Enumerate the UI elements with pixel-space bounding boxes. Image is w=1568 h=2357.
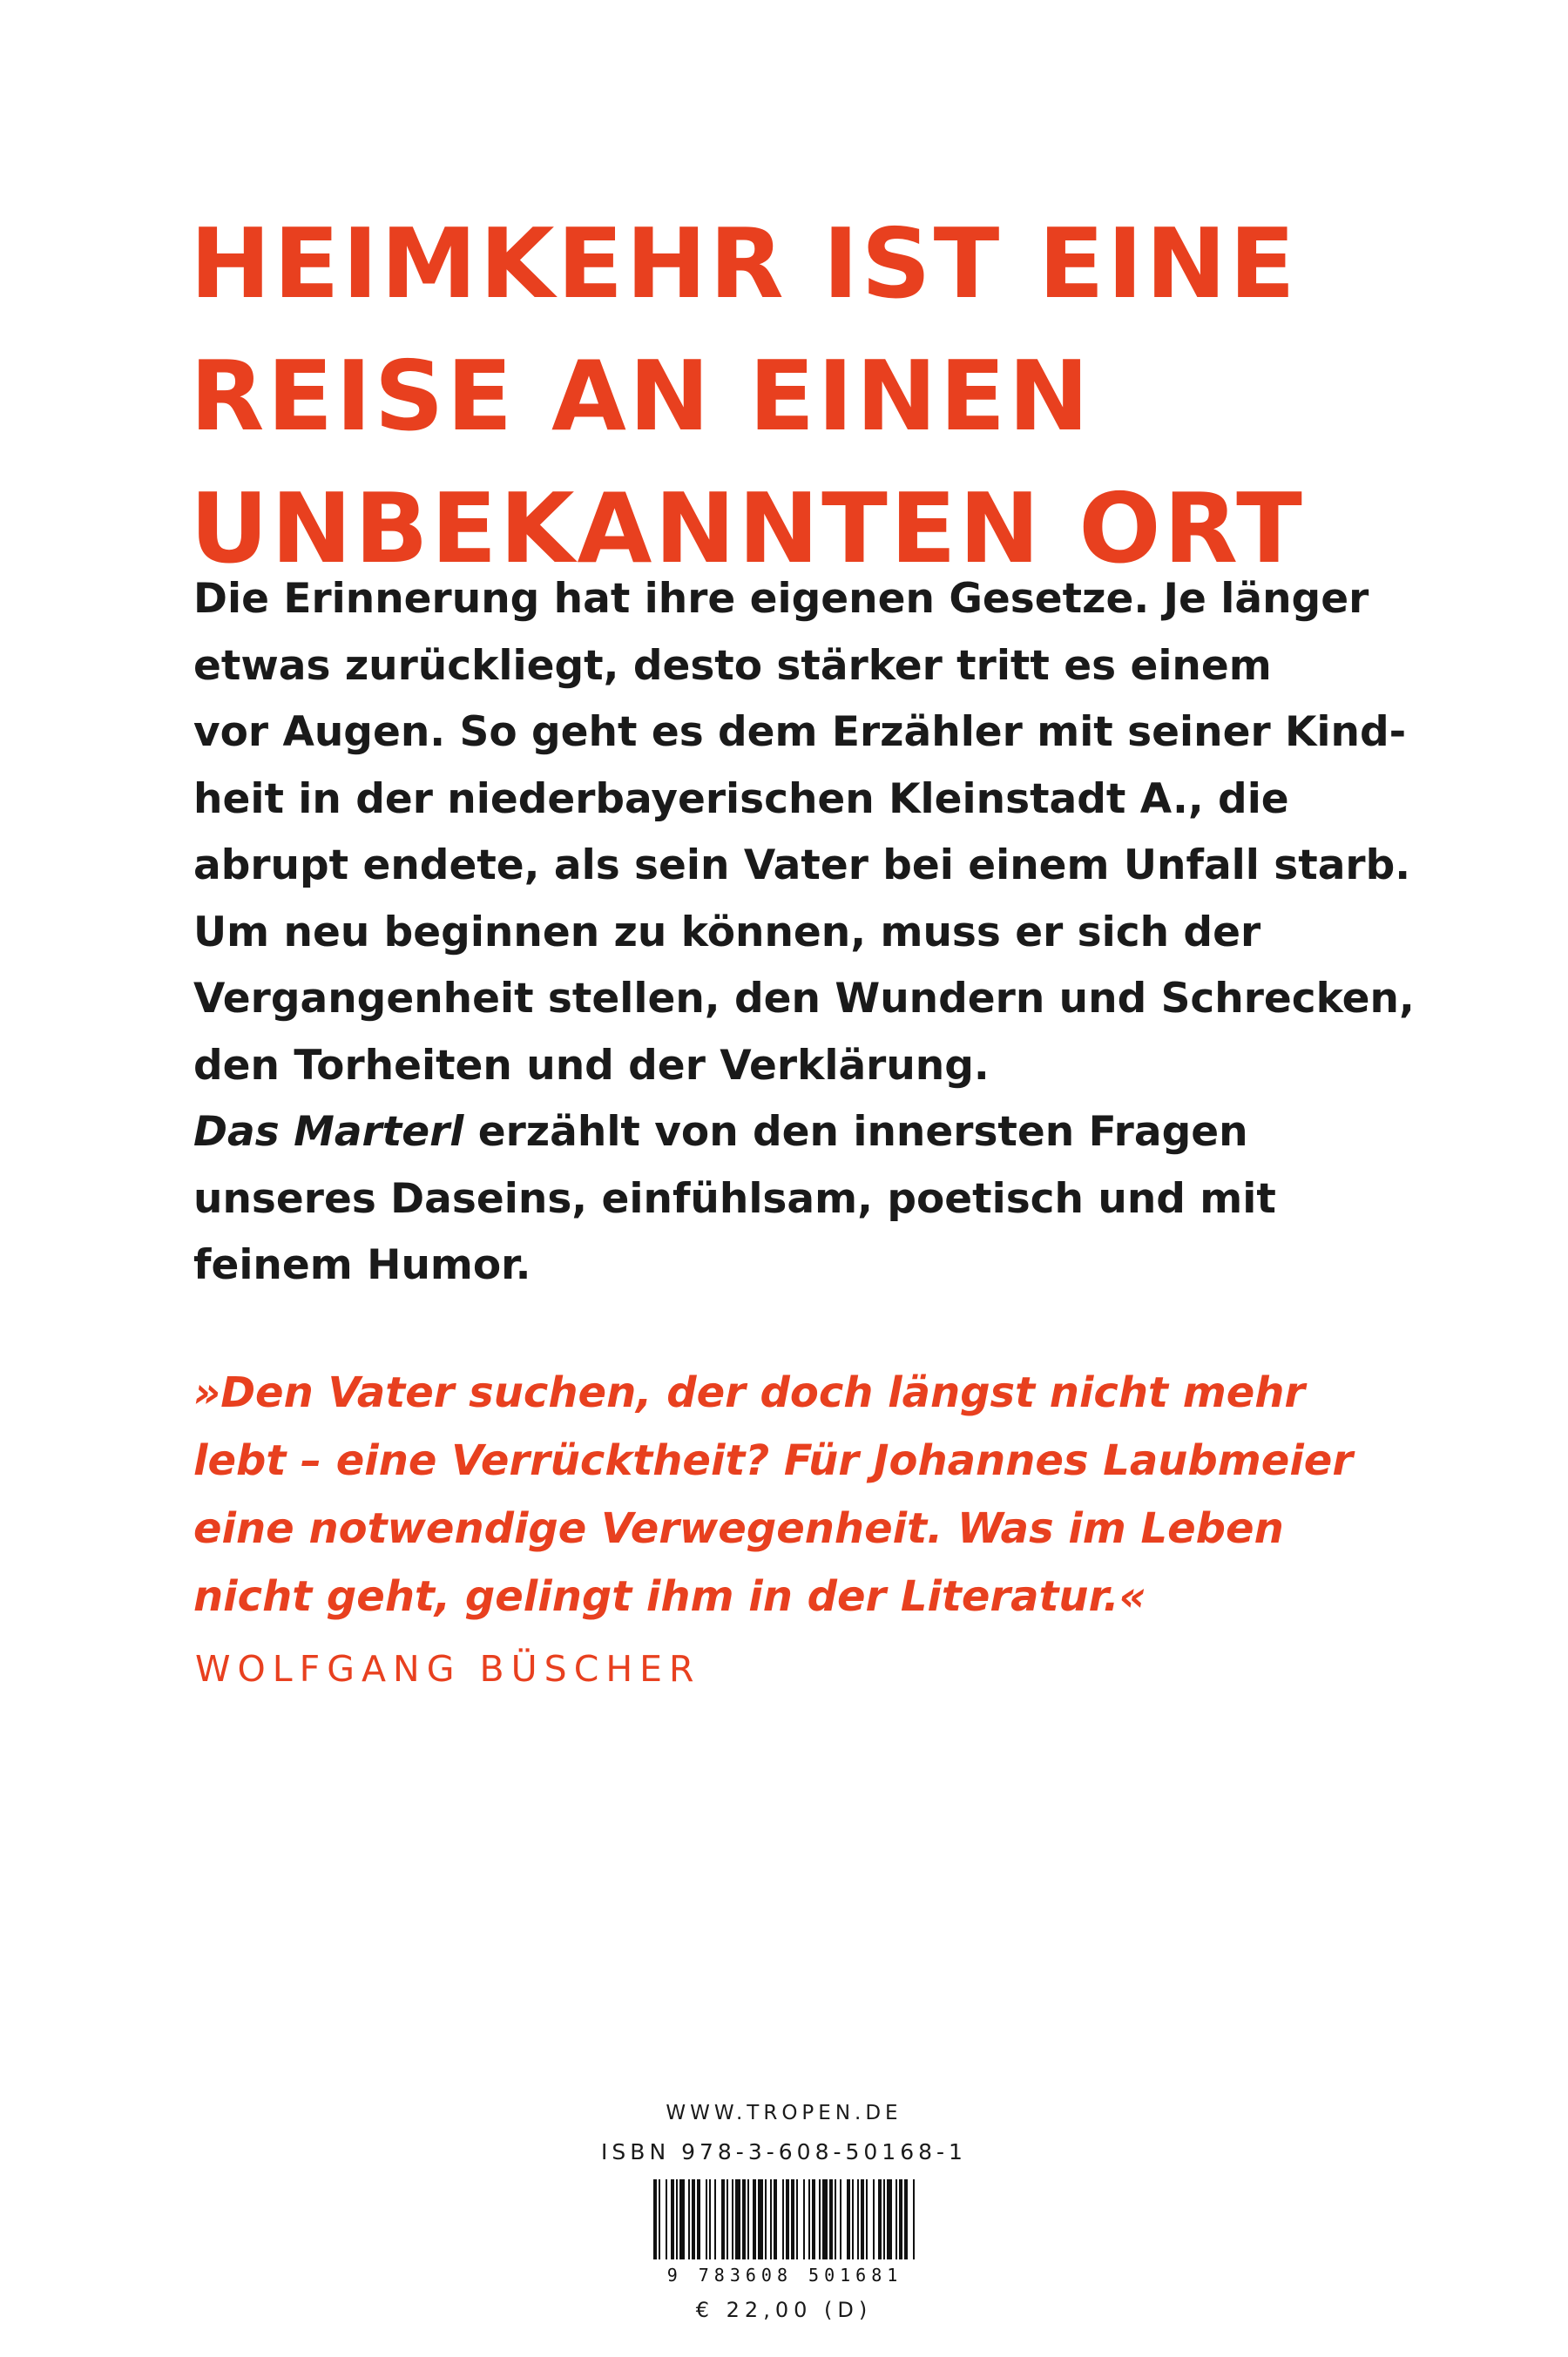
barcode-bar xyxy=(847,2179,850,2259)
blurb-line: den Torheiten und der Verklärung. xyxy=(193,1041,990,1090)
barcode-bars xyxy=(653,2179,915,2259)
barcode-bar xyxy=(747,2179,749,2259)
barcode-bar xyxy=(758,2179,763,2259)
barcode-bar xyxy=(812,2179,815,2259)
barcode-bar xyxy=(840,2179,841,2259)
barcode-bar xyxy=(659,2179,660,2259)
barcode-bar xyxy=(861,2179,864,2259)
barcode-bar xyxy=(774,2179,777,2259)
blurb-line: etwas zurückliegt, desto stärker tritt es einem xyxy=(193,641,1272,690)
headline xyxy=(190,199,1427,596)
barcode-bar xyxy=(688,2179,690,2259)
barcode-bar xyxy=(753,2179,756,2259)
barcode-bar xyxy=(852,2179,854,2259)
headline-line-2: REISE AN EINEN xyxy=(190,341,1092,453)
barcode-digits: 9 783608 501681 xyxy=(666,2265,903,2284)
barcode-bar xyxy=(899,2179,902,2259)
barcode-bar xyxy=(796,2179,798,2259)
barcode-bar xyxy=(904,2179,908,2259)
quote-line: »Den Vater suchen, der doch längst nicht mehr xyxy=(193,1368,1306,1417)
barcode-bar xyxy=(697,2179,700,2259)
blurb-line: Um neu beginnen zu können, muss er sich der xyxy=(193,908,1261,956)
quote-line: eine notwendige Verwegenheit. Was im Leben xyxy=(193,1504,1284,1553)
barcode-bar xyxy=(666,2179,667,2259)
barcode-bar xyxy=(676,2179,678,2259)
barcode-bar xyxy=(742,2179,746,2259)
barcode-bar xyxy=(896,2179,897,2259)
barcode-bar xyxy=(714,2179,716,2259)
barcode-bar xyxy=(887,2179,892,2259)
barcode-bar xyxy=(873,2179,875,2259)
barcode-bar xyxy=(679,2179,685,2259)
barcode-bar xyxy=(709,2179,711,2259)
headline-line-1: HEIMKEHR IST EINE xyxy=(190,208,1298,321)
barcode-bar xyxy=(727,2179,728,2259)
blurb-line xyxy=(193,1099,1448,1166)
barcode-bar xyxy=(803,2179,805,2259)
barcode-bar xyxy=(878,2179,882,2259)
blurb-line: Vergangenheit stellen, den Wundern und Schrecken, xyxy=(193,975,1415,1023)
barcode-bar xyxy=(913,2179,915,2259)
barcode-bar xyxy=(883,2179,885,2259)
headline-line-3: UNBEKANNTEN ORT xyxy=(190,473,1305,585)
quote-line: lebt – eine Verrücktheit? Für Johannes Laubmeier xyxy=(193,1436,1353,1485)
barcode-bar xyxy=(808,2179,810,2259)
barcode-bar xyxy=(782,2179,784,2259)
publisher-website: WWW.TROPEN.DE xyxy=(666,2102,902,2124)
barcode-bar xyxy=(706,2179,707,2259)
barcode-bar xyxy=(822,2179,828,2259)
barcode xyxy=(634,2178,936,2284)
barcode-bar xyxy=(786,2179,789,2259)
review-quote xyxy=(193,1359,1448,1631)
blurb-line: Die Erinnerung hat ihre eigenen Gesetze. Je länger xyxy=(193,575,1369,623)
blurb-line: unseres Daseins, einfühlsam, poetisch und mit xyxy=(193,1174,1276,1223)
quote-author: WOLFGANG BÜSCHER xyxy=(195,1648,701,1690)
blurb-line: abrupt endete, als sein Vater bei einem Unfall starb. xyxy=(193,841,1411,889)
barcode-bar xyxy=(857,2179,859,2259)
book-title: Das Marterl xyxy=(193,1108,464,1156)
barcode-bar xyxy=(653,2179,657,2259)
blurb-line: heit in der niederbayerischen Kleinstadt A., die xyxy=(193,774,1289,823)
blurb-line-rest: erzählt von den innersten Fragen xyxy=(463,1108,1248,1156)
barcode-bar xyxy=(819,2179,821,2259)
barcode-bar xyxy=(866,2179,868,2259)
barcode-bar xyxy=(829,2179,833,2259)
barcode-bar xyxy=(721,2179,725,2259)
barcode-bar xyxy=(791,2179,794,2259)
barcode-bar xyxy=(692,2179,695,2259)
barcode-bar xyxy=(770,2179,772,2259)
isbn: ISBN 978-3-608-50168-1 xyxy=(601,2139,967,2165)
barcode-bar xyxy=(671,2179,674,2259)
barcode-bar xyxy=(765,2179,767,2259)
barcode-bar xyxy=(732,2179,733,2259)
blurb-text xyxy=(193,566,1448,1300)
blurb-line: feinem Humor. xyxy=(193,1241,531,1289)
barcode-bar xyxy=(835,2179,836,2259)
price: € 22,00 (D) xyxy=(695,2298,873,2322)
quote-line: nicht geht, gelingt ihm in der Literatur.« xyxy=(193,1572,1146,1621)
blurb-line: vor Augen. So geht es dem Erzähler mit seiner Kind- xyxy=(193,708,1407,756)
barcode-bar xyxy=(735,2179,740,2259)
